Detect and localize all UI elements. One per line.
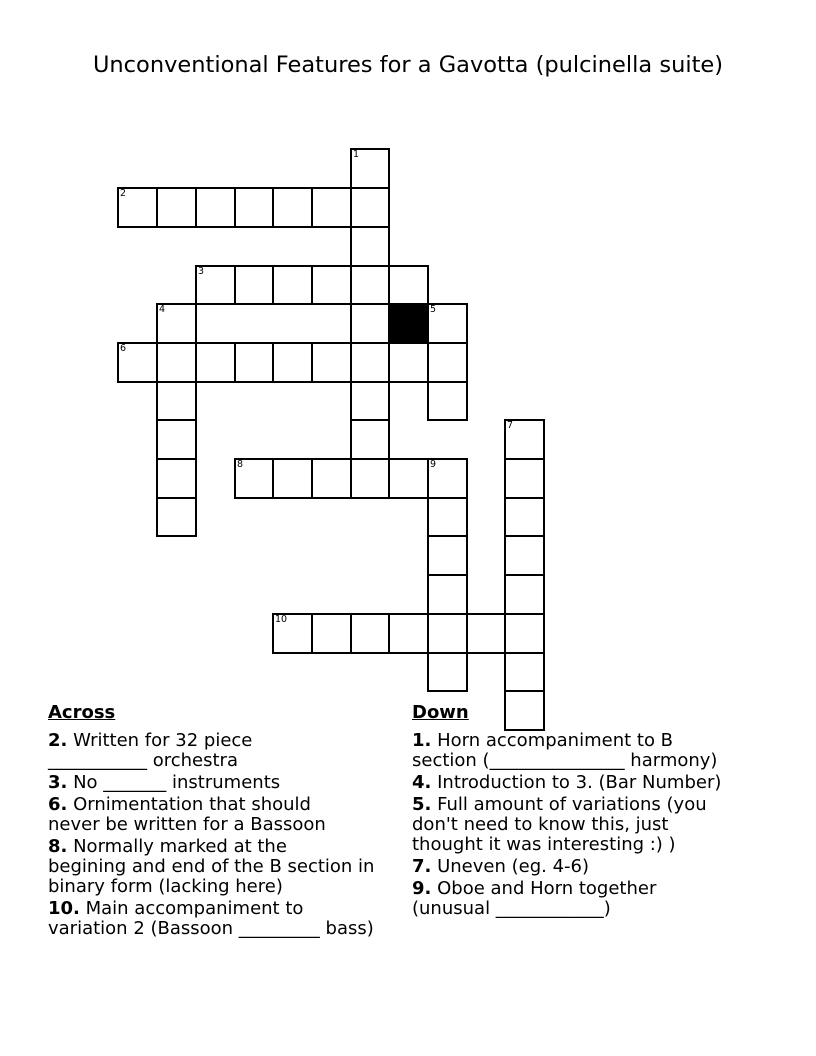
down-clue [412,879,772,919]
grid-cell[interactable] [350,419,390,460]
grid-cell[interactable] [272,613,313,654]
grid-block [388,303,429,344]
grid-cell[interactable] [234,265,274,305]
grid-cell[interactable] [272,265,313,305]
clue-number-label: 1. [412,730,432,751]
grid-cell[interactable] [427,652,468,692]
across-clue [48,795,408,835]
clue-text: Main accompaniment to variation 2 (Bassoon _________ bass) [48,898,374,939]
grid-cell[interactable] [156,381,197,421]
grid-cell[interactable] [117,187,158,228]
grid-cell[interactable] [388,613,429,654]
grid-cell[interactable] [427,535,468,576]
across-heading: Across [48,702,116,723]
clue-number-label: 6. [48,794,68,815]
grid-cell[interactable] [350,148,390,189]
down-heading: Down [412,702,469,723]
grid-cell[interactable] [388,458,429,499]
clue-number-label: 7. [412,856,432,877]
clue-number: 7 [507,420,514,431]
grid-cell[interactable] [234,187,274,228]
clue-number: 9 [430,459,437,470]
grid-cell[interactable] [427,574,468,615]
grid-cell[interactable] [504,419,545,460]
clue-number: 6 [120,343,127,354]
clue-number: 2 [120,188,127,199]
grid-cell[interactable] [156,187,197,228]
clue-number: 5 [430,304,437,315]
down-clue [412,795,772,855]
clue-number-label: 8. [48,836,68,857]
down-clue [412,731,772,771]
page-title: Unconventional Features for a Gavotta (pulcinella suite) [92,52,724,78]
down-clue [412,857,772,877]
clue-number: 1 [353,149,360,160]
grid-cell[interactable] [427,497,468,537]
grid-cell[interactable] [350,342,390,383]
grid-cell[interactable] [272,187,313,228]
grid-cell[interactable] [234,458,274,499]
grid-cell[interactable] [388,265,429,305]
grid-cell[interactable] [504,613,545,654]
clue-number-label: 5. [412,794,432,815]
clue-number: 8 [237,459,244,470]
grid-cell[interactable] [311,458,352,499]
clue-text: Full amount of variations (you don't need to know this, just thought it was interesting :) ) [412,794,707,855]
grid-cell[interactable] [350,381,390,421]
clue-number: 3 [198,266,205,277]
clue-text: Horn accompaniment to B section (_______________ harmony) [412,730,718,771]
clue-text: Introduction to 3. (Bar Number) [431,772,722,793]
clue-text: Oboe and Horn together (unusual ____________) [412,878,657,919]
clue-number-label: 2. [48,730,68,751]
grid-cell[interactable] [504,535,545,576]
grid-cell[interactable] [504,458,545,499]
grid-cell[interactable] [195,265,236,305]
grid-cell[interactable] [117,342,158,383]
grid-cell[interactable] [156,458,197,499]
across-clue [48,773,408,793]
across-clue [48,837,408,897]
clue-number-label: 9. [412,878,432,899]
grid-cell[interactable] [427,613,468,654]
grid-cell[interactable] [350,226,390,267]
clue-text: Normally marked at the begining and end of the B section in binary form (lacking here) [48,836,375,897]
grid-cell[interactable] [504,574,545,615]
down-clues [412,703,772,921]
grid-cell[interactable] [156,419,197,460]
clue-number: 4 [159,304,166,315]
across-clue [48,731,408,771]
grid-cell[interactable] [234,342,274,383]
grid-cell[interactable] [272,458,313,499]
clue-number: 10 [275,614,288,625]
grid-cell[interactable] [504,497,545,537]
grid-cell[interactable] [156,497,197,537]
grid-cell[interactable] [156,303,197,344]
clue-text: No _______ instruments [67,772,281,793]
grid-cell[interactable] [350,303,390,344]
clue-text: Written for 32 piece ___________ orchestra [48,730,253,771]
grid-cell[interactable] [350,187,390,228]
clue-number-label: 3. [48,772,68,793]
grid-cell[interactable] [350,265,390,305]
grid-cell[interactable] [311,187,352,228]
grid-cell[interactable] [427,342,468,383]
grid-cell[interactable] [427,458,468,499]
grid-cell[interactable] [350,613,390,654]
grid-cell[interactable] [195,187,236,228]
down-clue [412,773,772,793]
clue-text: Ornimentation that should never be written for a Bassoon [48,794,326,835]
across-clue [48,899,408,939]
across-clues [48,703,408,941]
grid-cell[interactable] [427,303,468,344]
grid-cell[interactable] [350,458,390,499]
clue-number-label: 10. [48,898,80,919]
clue-text: Uneven (eg. 4-6) [431,856,589,877]
grid-cell[interactable] [466,613,506,654]
grid-cell[interactable] [195,342,236,383]
grid-cell[interactable] [311,613,352,654]
grid-cell[interactable] [311,265,352,305]
grid-cell[interactable] [388,342,429,383]
grid-cell[interactable] [504,652,545,692]
grid-cell[interactable] [156,342,197,383]
clue-number-label: 4. [412,772,432,793]
grid-cell[interactable] [272,342,313,383]
grid-cell[interactable] [311,342,352,383]
grid-cell[interactable] [427,381,468,421]
